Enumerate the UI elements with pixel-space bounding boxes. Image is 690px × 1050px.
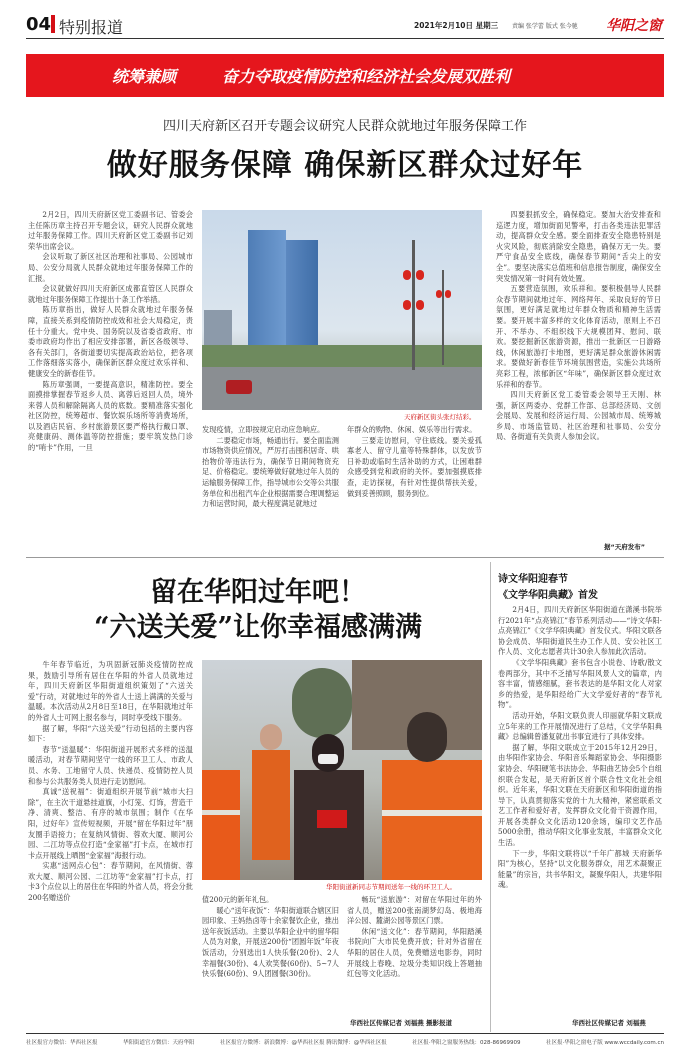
worker-3-head (407, 712, 447, 762)
paragraph: 年群众的购物、休闲、娱乐等出行需求。 (347, 425, 477, 434)
paragraph: 牛年春节临近，为巩固新冠肺炎疫情防控成果，鼓励引导所有居住在华阳的外省人员就地过年，四川天府新区华阳街道组织策划了“六送关爱”行动，对就地过年的外省人士送上满满的关爱与温暖。本次活动从2月8日至18日，在华阳就地过年的外省人士可网上报名参与，同时享受线下服务。 (28, 660, 193, 722)
woman-mask (318, 754, 338, 764)
paragraph: 活动开始，华阳文联负责人印丽就华阳文联成立5年来的工作开展情况进行了总结，《文学华阳典藏》总编辑曾潘复就出书事宜进行了具体安排。 (498, 710, 662, 742)
article1-column-2 (202, 425, 339, 550)
worker-1 (202, 770, 240, 880)
worker-2 (252, 750, 290, 860)
column-divider (490, 562, 491, 1032)
article1-column-1 (28, 210, 193, 545)
paragraph: 据了解，华阳“六送关爱”行动包括的主要内容如下： (28, 723, 193, 744)
article2-photo (202, 660, 482, 880)
page-number-bar (51, 15, 55, 33)
tree-line (202, 345, 482, 367)
article2-column-3 (347, 895, 482, 1015)
article2-credit: 华西社区传媒记者 刘福燕 摄影报道 (350, 1019, 453, 1027)
tree (292, 668, 352, 738)
article2-photo-caption: 华阳街道新同志节期间送年一线的环卫工人。 (326, 883, 456, 891)
page-header (0, 0, 690, 42)
worker-3 (382, 760, 482, 880)
banner-left-text: 统筹兼顾 (112, 67, 177, 86)
paragraph: 2月2日，四川天府新区党工委副书记、管委会主任陈历章主持召开专题会议，研究人民群众就地过年服务保障工作。四川天府新区党工委副书记刘荣华出席会议。 (28, 210, 193, 251)
paragraph: 五要营造氛围，欢乐祥和。要积极倡导人民群众春节期间就地过年、网络拜年、采取良好的节日氛围，更好满足就地过年群众物质和精神生活需要。要开展丰富多样的文化体育活动，原则上不召开、不举办、不组织线下大规模团拜、慰问、联欢。要挖掘新区旅游资源，推出一批新区一日游路线，休闲旅游打卡地图，更好满足群众旅游休闲需求。要做好新春佳节环境氛围营造，实施公共场所亮彩工程，浓郁新区“年味”，确保新区群众度过欢乐祥和的春节。 (496, 284, 661, 389)
paragraph: 暖心“送年夜饭”：华阳街道联合辖区旧园印象、王妈热卤等十余家餐饮企业，推出送年夜饭活动。主要以华阳企业中的留华阳人员为对象，开展送200份“团圆年饭”年夜饭活动，分别选出1人快乐餐(20份)、2人幸福餐(30份)、4人欢笑餐(60份)、5~7人快乐餐(60份)、9人团圆餐(30份)。 (202, 905, 339, 979)
red-envelope (317, 810, 347, 828)
article3-column (498, 605, 662, 1015)
page-footer (26, 1038, 664, 1048)
paragraph: 实惠“送网点心包”：春节期间，在风情街、蓉欢大厦、顺河公园、二江坊等“金家福”打卡点，打卡3个点位以上的居住在华阳的外省人员，将会分批200名赠送价 (28, 861, 193, 903)
header-rule (26, 38, 664, 39)
car (226, 380, 252, 394)
article3-credit: 华西社区传媒记者 刘福燕 (572, 1019, 646, 1027)
paragraph: 发现疫情，立即按规定启动应急响应。 (202, 425, 325, 434)
lantern-5 (436, 290, 442, 298)
article1-column-3 (347, 425, 482, 550)
paragraph: 《文学华阳典藏》套书包含小说卷、诗歌/散文卷两部分，其中不乏描写华阳风景人文的篇章，内容丰富，情感细腻，套书表达的是华阳文化人对家乡的热爱，是华阳经给广大文学爱好者的“春节礼物”。 (498, 657, 662, 710)
paragraph: 陈历章强调，一要提高意识，精准防控。要全面摸排掌握春节返乡人员、离蓉后返回人员，境外来蓉人员和解除隔离人员的底数。要精准落实强化社区防控，统筹超市、餐饮娱乐场所等消费场所，以及酒店民宿、乡村旅游景区要严格执行戴口罩、亮健康码、测体温等防控措施；要牢筑发热门诊的“哨卡”作用，一旦 (28, 379, 193, 453)
article2-title-line1: 留在华阳过年吧！ (150, 577, 366, 608)
worker-3-stripe (382, 810, 482, 816)
lamp-post-2 (442, 270, 444, 365)
article2-column-1 (28, 660, 193, 1030)
footer-huayang-wechat: 华阳街道官方微信：天府华阳 (123, 1040, 195, 1046)
section-title: 特别报道 (59, 18, 124, 37)
header-staff: 责编 张学蕾 版式 张今驰 (512, 23, 578, 30)
masthead-logo: 华阳之窗 (606, 18, 662, 34)
paragraph: 春节“送温暖”：华阳街道开展形式多样的送温暖活动，对春节期间坚守一线的环卫工人、市政人员、水务、工地留守人员、快递员、疫情防控人员和参与公共服务类人员进行走访慰问。 (28, 744, 193, 786)
article3-title-line1: 诗文华阳迎春节 (498, 574, 568, 585)
lantern-3 (403, 300, 411, 310)
paragraph: 休闲“送文化”：春节期间，华阳踏溪书院向广大市民免费开放；针对外省留在华阳的居住人员，免费赠送电影券，同时开展线上春晚、垃圾分类知识线上答题抽红包等文化活动。 (347, 926, 482, 979)
building-2 (286, 240, 318, 355)
paragraph: 据了解，华阳文联成立于2015年12月29日，由华阳作家协会、华阳音乐舞蹈家协会、华阳摄影家协会、华阳硬笔书法协会、华阳曲艺协会5个自组织联合发起，是天府新区首个联合性文化社会组织。近年来，华阳文联在天府新区和华阳街道的指导下，认真贯彻落实党的十九大精神，紧密联系文艺工作者和爱好者，发挥群众文化骨干资源作用，开展各类群众文化活动120余场，编印文艺作品5000余册，推动华阳文化事业发展，丰富群众文化生活。 (498, 742, 662, 848)
article1-title: 做好服务保障 确保新区群众过好年 (106, 148, 584, 183)
paragraph: 值200元的新年礼包。 (202, 895, 274, 904)
section-divider (26, 557, 664, 558)
lamp-post (412, 240, 415, 370)
footer-weibo: 社区报官方微博：新浪微博：@华西社区报 腾讯微博：@华西社区报 (220, 1040, 387, 1046)
paragraph: 陈历章指出，做好人民群众就地过年服务保障，直接关系到疫情防控成效和社会大局稳定，责任十分重大。党中央、国务院以及省委省政府、市委市政府均作出了相应安排部署，新区各级领导、各有关部门，各街道要切实提高政治站位，把各项工作落细落实落小，确保新区群众度过欢乐祥和、健康安全的新春佳节。 (28, 305, 193, 378)
footer-hotline: 社区报·华阳之窗服务热线：028-86969909 (412, 1040, 521, 1046)
worker-1-stripe (202, 810, 240, 815)
article1-photo (202, 210, 482, 410)
footer-wechat: 社区报官方微信：华西社区报 (26, 1040, 98, 1046)
banner-right-text: 奋力夺取疫情防控和经济社会发展双胜利 (222, 67, 511, 86)
footer-website: 社区报·华阳之窗电子版 www.wccdaily.com.cn (546, 1040, 664, 1046)
paragraph: 二要稳定市场，畅通出行。要全面监测市场物资供应情况，严厉打击囤积居奇、哄抬物价等违法行为，确保节日期间物资充足、价格稳定。要统筹做好就地过年人员的运输服务保障工作，指导城市公交等公共服务单位和出租汽车企业根据需要合理调整运力和运营时间，最大程度满足就地过 (202, 435, 339, 509)
lantern-1 (403, 270, 411, 280)
article1-photo-caption: 天府新区街头张灯结彩。 (404, 413, 476, 421)
header-date: 2021年2月10日 星期三 (414, 21, 499, 30)
building-1 (248, 230, 286, 355)
article2-title-line2: “六送关爱”让你幸福感满满 (93, 612, 423, 643)
paragraph: 2月4日，四川天府新区华阳街道在潇溪书院举行2021年“点亮锦江”春节系列活动——“诗文华阳·点亮锦江”《文学华阳典藏》首发仪式。华阳文联各协会成员、华阳街道民生办工作人员、安公社区工作人员、文化志愿者共计30余人参加此次活动。 (498, 605, 662, 657)
paragraph: 会议听取了新区社区治理和社事局、公园城市局、公安分局就人民群众就地过年服务保障工作的汇报。 (28, 252, 193, 283)
paragraph: 三要走访慰问，守住底线。要关爱孤寡老人、留守儿童等特殊群体，以发放节日补助或临时生活补助的方式，让困难群众感受到党和政府的关怀。要加强摸底排查，走访探视，有针对性提供帮扶关爱，做到妥善照顾，服务到位。 (347, 435, 482, 498)
paragraph: 四要狠抓安全，确保稳定。要加大治安排查和巡逻力度，增加街面见警率，打击各类违法犯罪活动，提高群众安全感。要全面排查安全隐患特别是火灾风险，彻底消除安全隐患，确保万无一失。要严守食品安全底线，确保春节期间“舌尖上的安全”。要坚决落实总值班和信息报告制度，确保安全突发情况第一时间有效处置。 (496, 210, 661, 283)
woman-head (312, 734, 344, 772)
lantern-6 (445, 290, 451, 298)
article1-column-4 (496, 210, 661, 540)
page-number: 04 (26, 14, 52, 35)
theme-banner (26, 54, 664, 97)
article2-column-2 (202, 895, 339, 1030)
paragraph: 真诚“送祝福”：街道组织开展节前“城市大扫除”，在主次干道悬挂道旗，小灯笼、灯饰，营造干净、清爽、整洁、有序的城市氛围；制作《在华阳，过好年》宣传短视频，开展“留在华阳过年”朋友圈手语接力；在复纳风情街、蓉欢大厦、顺河公园、二江坊等点位打造“金家福”打卡点，在城市打卡点开展线上晒图“金家福”海报行动。 (28, 787, 193, 860)
lantern-4 (416, 300, 424, 310)
paragraph: 下一步，华阳文联将以“千年广都城 天府新华阳”为核心，坚持“以文化服务群众，用艺术凝聚正能量”的宗旨，共书华阳文，凝聚华阳人，共建华阳魂。 (498, 848, 662, 890)
paragraph: 畅玩“送旅游”：对留在华阳过年的外省人员，赠送200张南湖梦幻岛、极地海洋公园、麓湖公园等景区门票。 (347, 895, 482, 926)
paragraph: 会议就做好四川天府新区成都直管区人民群众就地过年服务保障工作提出十条工作举措。 (28, 284, 193, 304)
paragraph: 四川天府新区党工委管委会领导王天刚、林强，新区两委办、党群工作部、总部经济局、文创会展局、发展和经济运行局、公园城市局、统筹城乡局、市场监管局、社区治理和社事局、公安分局、各街道有关负责人参加会议。 (496, 390, 661, 442)
worker-2-head (260, 724, 282, 750)
article1-subtitle: 四川天府新区召开专题会议研究人民群众就地过年服务保障工作 (162, 119, 527, 134)
article1-credit: 据“天府发布” (604, 543, 646, 551)
footer-rule (26, 1033, 664, 1034)
lantern-2 (416, 270, 424, 280)
article3-title-line2: 《文学华阳典藏》首发 (498, 590, 598, 601)
